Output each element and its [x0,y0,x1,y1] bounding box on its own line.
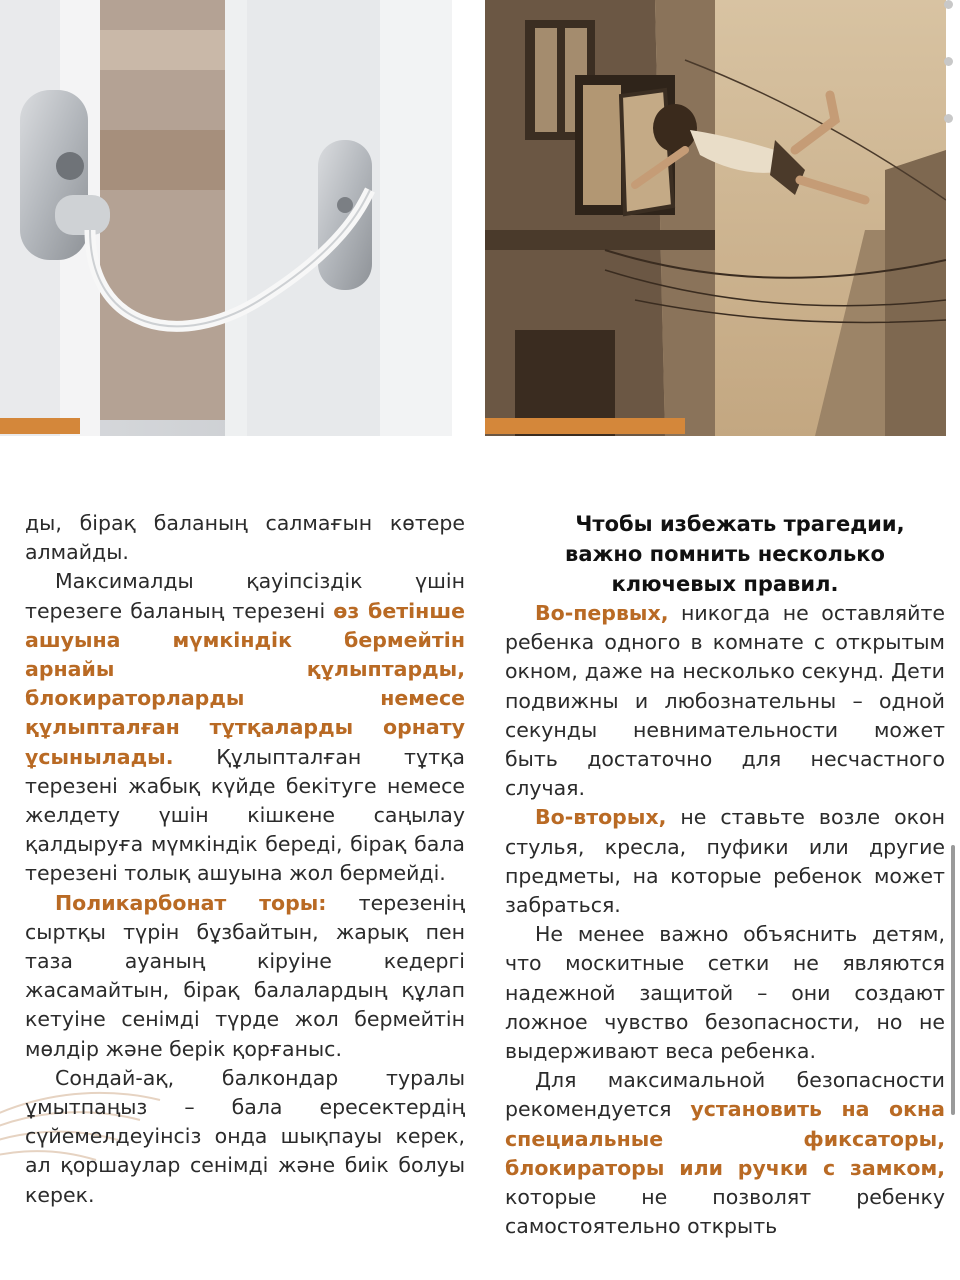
carousel-dot [944,114,953,123]
right-text-column [505,509,945,1241]
ru-p1-highlight: Во-первых, [535,601,669,625]
kz-paragraph-4: Сондай-ақ, балкондар туралы ұмытпаңыз – бала ересектердің сүйемелдеуінсіз онда шықпауы керек, ал қоршаулар сенімді және биік болуы керек. [25,1065,465,1207]
kz-p2-text: Максималды қауіпсіздік үшін терезеге баланың терезені [25,569,465,623]
falling-child-photo [485,0,946,436]
kz-p3-text: терезенің сыртқы түрін бұзбайтын, жарық пен таза ауаның кіруіне кедергі жасамайтын, бірақ балалардың құлап кетуіне сенімді түрде жол бермейтін мөлдір және берік қорғаныс. [25,890,465,1061]
ru-paragraph-4 [505,1066,945,1241]
right-photo-accent-bar [485,418,685,434]
kz-paragraph-3 [25,889,465,1064]
ru-paragraph-2 [505,803,945,920]
window-lock-photo [0,0,452,436]
kz-paragraph-2 [25,567,465,888]
kz-p2-highlight: өз бетінше ашуына мүмкіндік бермейтін арнайы құлыптарды, блокираторларды немесе құлыпталған тұтқаларды орнату ұсынылады. [25,598,465,769]
kz-paragraph-1: ды, бірақ баланың салмағын көтере алмайды. [25,511,465,565]
ru-p4-text-end: которые не позволят ребенку самостоятельно открыть [505,1185,945,1239]
left-photo-accent-bar [0,418,80,434]
carousel-dot [944,57,953,66]
ru-p2-highlight: Во-вторых, [535,805,667,830]
ru-paragraph-1 [505,599,945,803]
carousel-dots [940,0,956,171]
scrollbar[interactable] [951,845,955,1115]
left-text-column [25,509,465,1210]
carousel-dot [944,0,953,9]
ru-heading: Чтобы избежать трагедии, важно помнить несколько ключевых правил. [565,512,905,596]
ru-p4-text: Для максимальной безопасности рекомендуется [505,1068,945,1122]
ru-p4-highlight: установить на окна специальные фиксаторы, блокираторы или ручки с замком, [505,1097,945,1180]
ru-p2-text: не ставьте возле окон стулья, кресла, пуфики или другие предметы, на которые ребенок может забраться. [505,805,945,918]
ru-paragraph-3: Не менее важно объяснить детям, что москитные сетки не являются надежной защитой – они создают ложное чувство безопасности, но не выдерживают веса ребенка. [505,922,945,1064]
ru-p1-text: никогда не оставляйте ребенка одного в комнате с открытым окном, даже на несколько секунд. Дети подвижны и любознательны – одной секунды невнимательности может быть достаточно для несчастного случая. [505,601,945,801]
kz-p3-highlight: Поликарбонат торы: [55,890,327,915]
kz-p2-text-end: Құлыпталған тұтқа терезені жабық күйде бекітуге немесе желдету үшін кішкене саңылау қалдыруға мүмкіндік береді, бірақ бала терезені толық ашуына жол бермейді. [25,744,465,886]
